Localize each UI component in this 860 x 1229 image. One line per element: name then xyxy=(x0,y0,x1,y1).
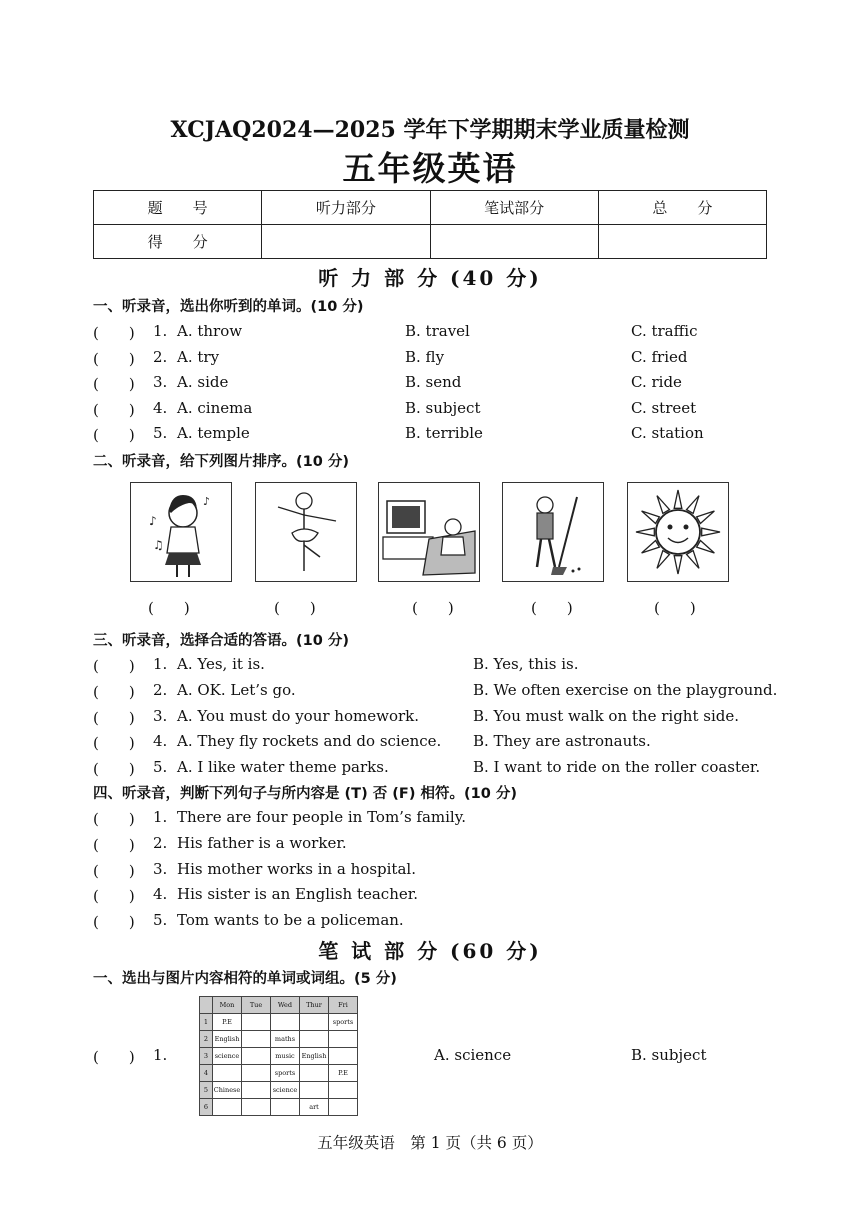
option-b: B. fly xyxy=(405,347,445,366)
timetable-cell: P.E xyxy=(213,1014,242,1031)
timetable-header-cell xyxy=(200,997,213,1014)
timetable-cell: 2 xyxy=(200,1031,213,1048)
option-b: B. I want to ride on the roller coaster. xyxy=(473,758,761,777)
listening-part4-title: 四、听录音，判断下列句子与所内容是 (T) 否 (F) 相符。(10 分) xyxy=(93,786,517,802)
option-c: C. street xyxy=(631,398,697,417)
timetable-cell xyxy=(271,1099,300,1116)
statement-text: His mother works in a hospital. xyxy=(177,859,416,878)
timetable-cell xyxy=(242,1082,271,1099)
question-number: 4. xyxy=(153,885,168,904)
sun-ray xyxy=(674,490,682,508)
sun-ray xyxy=(642,541,660,553)
sun-ray xyxy=(657,551,669,569)
answer-blank[interactable]: ( ) xyxy=(93,861,135,880)
score-table-header: 总 分 xyxy=(598,191,766,225)
timetable-image xyxy=(199,996,358,1116)
timetable-cell: Chinese xyxy=(213,1082,242,1099)
score-table-header: 听力部分 xyxy=(262,191,430,225)
sun-ray xyxy=(657,496,669,514)
question-number: 3. xyxy=(153,706,168,725)
option-c: C. station xyxy=(631,424,704,443)
writing-section-heading: 笔 试 部 分 (60 分) xyxy=(318,939,542,963)
answer-blank[interactable]: ( ) xyxy=(93,734,135,753)
timetable-cell xyxy=(213,1065,242,1082)
option-b: B. send xyxy=(405,373,462,392)
answer-blank[interactable]: ( ) xyxy=(93,810,135,828)
svg-text:♪: ♪ xyxy=(203,495,211,508)
option-a: A. OK. Let’s go. xyxy=(177,680,296,699)
option-a: A. cinema xyxy=(177,398,253,417)
option-b: B. We often exercise on the playground. xyxy=(473,680,778,699)
timetable-header-cell: Fri xyxy=(329,997,358,1014)
answer-blank[interactable]: ( ) xyxy=(93,349,135,368)
sun-ray xyxy=(687,496,699,514)
answer-blank[interactable]: ( ) xyxy=(93,708,135,727)
timetable-cell xyxy=(300,1014,329,1031)
answer-blank[interactable]: ( ) xyxy=(93,324,135,342)
timetable-cell: English xyxy=(300,1048,329,1065)
question-number: 1. xyxy=(153,655,168,673)
option-a: A. You must do your homework. xyxy=(177,706,419,725)
timetable-cell: P.E xyxy=(329,1065,358,1082)
timetable-cell: sports xyxy=(329,1014,358,1031)
question-number: 1. xyxy=(153,1046,168,1064)
writing-part1-title: 一、选出与图片内容相符的单词或词组。(5 分) xyxy=(93,971,397,987)
option-c: C. traffic xyxy=(631,322,698,340)
sun-ray xyxy=(697,511,715,523)
picture-order-blank[interactable]: ( ) xyxy=(654,599,696,617)
question-number: 1. xyxy=(153,322,168,340)
question-number: 1. xyxy=(153,808,168,826)
option-a: A. science xyxy=(434,1046,512,1064)
timetable-header-cell: Tue xyxy=(242,997,271,1014)
question-number: 3. xyxy=(153,859,168,878)
timetable-cell xyxy=(213,1099,242,1116)
timetable-cell: art xyxy=(300,1099,329,1116)
timetable-cell xyxy=(329,1099,358,1116)
option-c: C. fried xyxy=(631,347,688,366)
option-a: A. I like water theme parks. xyxy=(177,758,389,777)
option-c: C. ride xyxy=(631,373,682,392)
answer-blank[interactable]: ( ) xyxy=(93,913,135,932)
timetable-cell xyxy=(329,1048,358,1065)
question-number: 3. xyxy=(153,373,168,392)
picture-order-blank[interactable]: ( ) xyxy=(148,599,190,617)
sun-ray xyxy=(697,541,715,553)
timetable-cell: 3 xyxy=(200,1048,213,1065)
question-number: 4. xyxy=(153,732,168,751)
picture-watching-tv xyxy=(378,482,480,582)
timetable-cell xyxy=(242,1014,271,1031)
score-cell-total[interactable] xyxy=(598,225,766,259)
score-cell-listening[interactable] xyxy=(262,225,430,259)
score-table-header: 笔试部分 xyxy=(430,191,598,225)
option-b: B. subject xyxy=(405,398,481,417)
timetable-cell: 1 xyxy=(200,1014,213,1031)
option-b: B. subject xyxy=(631,1046,707,1064)
score-table xyxy=(93,190,767,259)
sun-ray xyxy=(687,551,699,569)
question-number: 2. xyxy=(153,680,168,699)
timetable-cell: 6 xyxy=(200,1099,213,1116)
timetable-cell xyxy=(242,1048,271,1065)
sun-ray xyxy=(642,511,660,523)
listening-section-heading: 听 力 部 分 (40 分) xyxy=(318,266,542,290)
picture-order-blank[interactable]: ( ) xyxy=(274,599,316,617)
sun-ray xyxy=(674,556,682,574)
question-number: 5. xyxy=(153,758,168,777)
answer-blank[interactable]: ( ) xyxy=(93,426,135,445)
option-b: B. travel xyxy=(405,322,470,340)
question-number: 5. xyxy=(153,911,168,930)
option-b: B. You must walk on the right side. xyxy=(473,706,739,725)
timetable-cell: 5 xyxy=(200,1082,213,1099)
option-a: A. throw xyxy=(177,322,243,340)
subject-title: 五年级英语 xyxy=(342,149,518,188)
option-a: A. temple xyxy=(177,424,250,443)
timetable-cell: music xyxy=(271,1048,300,1065)
statement-text: There are four people in Tom’s family. xyxy=(177,808,466,826)
timetable-cell: science xyxy=(213,1048,242,1065)
timetable-cell: sports xyxy=(271,1065,300,1082)
answer-blank[interactable]: ( ) xyxy=(93,682,135,701)
statement-text: His sister is an English teacher. xyxy=(177,885,419,904)
answer-blank[interactable]: ( ) xyxy=(93,887,135,906)
answer-blank[interactable]: ( ) xyxy=(93,375,135,394)
page-footer: 五年级英语 第 1 页（共 6 页） xyxy=(317,1134,543,1152)
answer-blank[interactable]: ( ) xyxy=(93,657,135,675)
question-number: 2. xyxy=(153,833,168,852)
timetable-cell xyxy=(300,1031,329,1048)
option-a: A. Yes, it is. xyxy=(177,655,265,673)
picture-man-sweeping xyxy=(502,482,604,582)
picture-order-blank[interactable]: ( ) xyxy=(412,599,454,617)
question-number: 5. xyxy=(153,424,168,443)
timetable-cell xyxy=(271,1014,300,1031)
timetable-cell xyxy=(329,1031,358,1048)
svg-text:♪: ♪ xyxy=(149,514,157,528)
score-table-header: 题 号 xyxy=(94,191,262,225)
timetable-cell: science xyxy=(271,1082,300,1099)
timetable-cell xyxy=(242,1099,271,1116)
timetable-cell xyxy=(242,1065,271,1082)
sun-ray xyxy=(702,528,720,536)
answer-blank[interactable]: ( ) xyxy=(93,1048,135,1066)
answer-blank[interactable]: ( ) xyxy=(93,835,135,854)
option-b: B. terrible xyxy=(405,424,483,443)
timetable-cell xyxy=(242,1031,271,1048)
listening-part1-title: 一、听录音，选出你听到的单词。(10 分) xyxy=(93,299,364,315)
picture-girl-dancing xyxy=(255,482,357,582)
answer-blank[interactable]: ( ) xyxy=(93,760,135,779)
timetable-header-cell: Mon xyxy=(213,997,242,1014)
timetable-header-cell: Thur xyxy=(300,997,329,1014)
timetable-header-cell: Wed xyxy=(271,997,300,1014)
question-number: 2. xyxy=(153,347,168,366)
option-a: A. side xyxy=(177,373,229,392)
svg-text:♫: ♫ xyxy=(153,538,164,552)
timetable-cell: 4 xyxy=(200,1065,213,1082)
sun-ray xyxy=(636,528,654,536)
timetable-cell xyxy=(329,1082,358,1099)
statement-text: His father is a worker. xyxy=(177,833,347,852)
listening-part3-title: 三、听录音，选择合适的答语。(10 分) xyxy=(93,633,349,649)
score-cell-writing[interactable] xyxy=(430,225,598,259)
exam-title: XCJAQ2024—2025 学年下学期期末学业质量检测 xyxy=(170,117,690,143)
picture-order-blank[interactable]: ( ) xyxy=(531,599,573,617)
timetable-cell xyxy=(300,1065,329,1082)
option-b: B. Yes, this is. xyxy=(473,655,579,673)
picture-smiling-sun xyxy=(627,482,729,582)
option-a: A. try xyxy=(177,347,220,366)
answer-blank[interactable]: ( ) xyxy=(93,400,135,419)
score-row-label: 得 分 xyxy=(94,225,262,259)
option-a: A. They fly rockets and do science. xyxy=(177,732,442,751)
timetable-cell: maths xyxy=(271,1031,300,1048)
option-b: B. They are astronauts. xyxy=(473,732,651,751)
timetable-cell xyxy=(300,1082,329,1099)
question-number: 4. xyxy=(153,398,168,417)
timetable-cell: English xyxy=(213,1031,242,1048)
statement-text: Tom wants to be a policeman. xyxy=(177,911,404,930)
picture-girl-singing xyxy=(130,482,232,582)
listening-part2-title: 二、听录音，给下列图片排序。(10 分) xyxy=(93,454,349,470)
